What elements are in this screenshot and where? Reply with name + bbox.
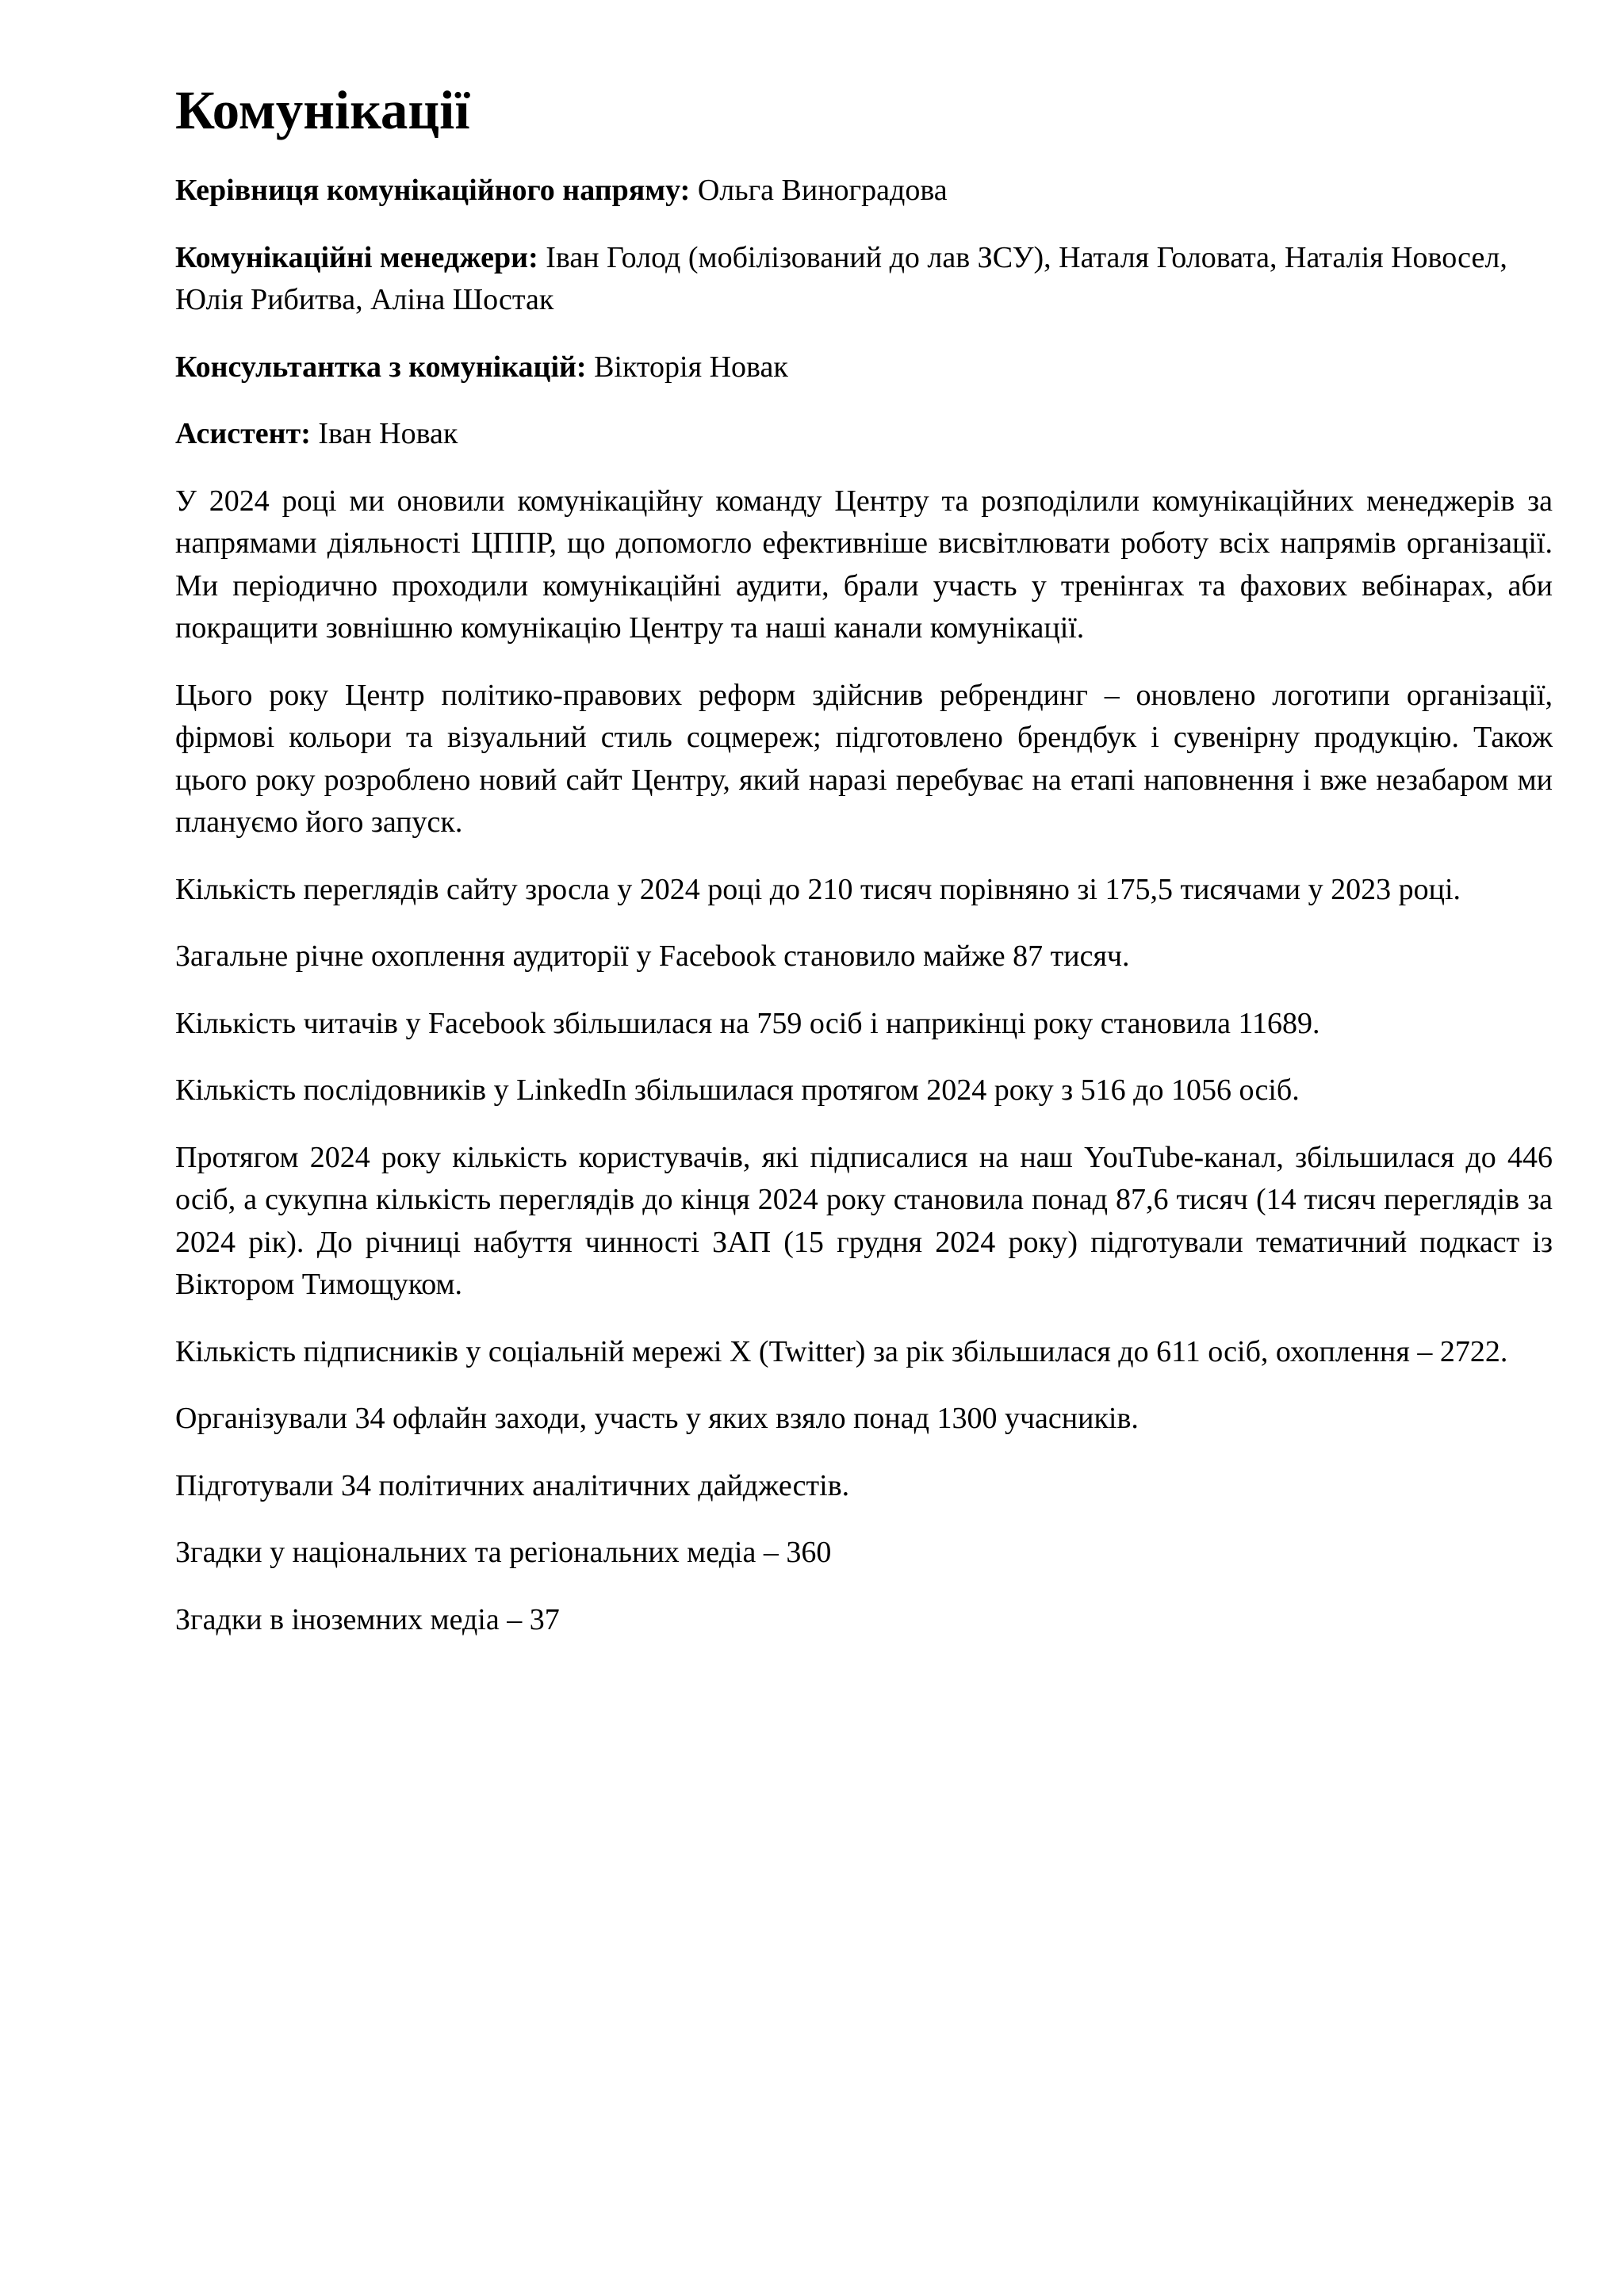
paragraph-team-update: У 2024 році ми оновили комунікаційну команду Центру та розподілили комунікаційних менеджерів за напрямами діяльності ЦППР, що допомогло ефективніше висвітлювати роботу всіх напрямів організації. Ми періодично проходили комунікаційні аудити, брали участь у тренінгах та фахових вебінарах, аби покращити зовнішню комунікацію Центру та наші канали комунікації.	[175, 484, 1553, 645]
role-names: Вікторія Новак	[594, 350, 788, 384]
paragraph-youtube: Протягом 2024 року кількість користувачів, які підписалися на наш YouTube-канал, збільшилася до 446 осіб, а сукупна кількість переглядів до кінця 2024 року становила понад 87,6 тисяч (14 тисяч переглядів за 2024 рік). До річниці набуття чинності ЗАП (15 грудня 2024 року) підготували тематичний подкаст із Віктором Тимощуком.	[175, 1140, 1553, 1301]
paragraph-facebook-reach: Загальне річне охоплення аудиторії у Facebook становило майже 87 тисяч.	[175, 939, 1130, 973]
role-label: Керівниця комунікаційного напряму:	[175, 174, 691, 207]
role-label: Асистент:	[175, 417, 311, 450]
role-names: Ольга Виноградова	[697, 174, 948, 207]
paragraph-linkedin: Кількість послідовників у LinkedIn збільшилася протягом 2024 року з 516 до 1056 осіб.	[175, 1073, 1300, 1107]
paragraph-rebranding: Цього року Центр політико-правових реформ здійснив ребрендинг – оновлено логотипи організації, фірмові кольори та візуальний стиль соцмереж; підготовлено брендбук і сувенірну продукцію. Також цього року розроблено новий сайт Центру, який наразі перебуває на етапі наповнення і вже незабаром ми плануємо його запуск.	[175, 678, 1553, 839]
role-names: Іван Голод (мобілізований до лав ЗСУ), Наталя Головата, Наталія Новосел, Юлія Рибитва, Аліна Шостак	[175, 240, 1507, 316]
role-label: Консультантка з комунікацій:	[175, 350, 587, 384]
team-assistant-line	[175, 413, 1553, 456]
paragraph-digests: Підготували 34 політичних аналітичних дайджестів.	[175, 1468, 850, 1502]
paragraph-site-views: Кількість переглядів сайту зросла у 2024 році до 210 тисяч порівняно зі 175,5 тисячами у 2023 році.	[175, 872, 1461, 906]
paragraph-facebook-readers: Кількість читачів у Facebook збільшилася на 759 осіб і наприкінці року становила 11689.	[175, 1006, 1320, 1040]
role-names: Іван Новак	[318, 417, 458, 450]
team-consultant-line	[175, 346, 1553, 389]
paragraph-events: Організували 34 офлайн заходи, участь у яких взяло понад 1300 учасників.	[175, 1402, 1139, 1435]
role-label: Комунікаційні менеджери:	[175, 240, 538, 274]
paragraph-national-media: Згадки у національних та регіональних медіа – 360	[175, 1536, 832, 1569]
team-managers-line	[175, 237, 1553, 322]
document-page	[175, 73, 1553, 1666]
page-title: Комунікації	[175, 80, 470, 140]
team-lead-line	[175, 170, 1553, 212]
paragraph-twitter: Кількість підписників у соціальній мережі X (Twitter) за рік збільшилася до 611 осіб, охоплення – 2722.	[175, 1334, 1508, 1368]
paragraph-foreign-media: Згадки в іноземних медіа – 37	[175, 1602, 560, 1636]
